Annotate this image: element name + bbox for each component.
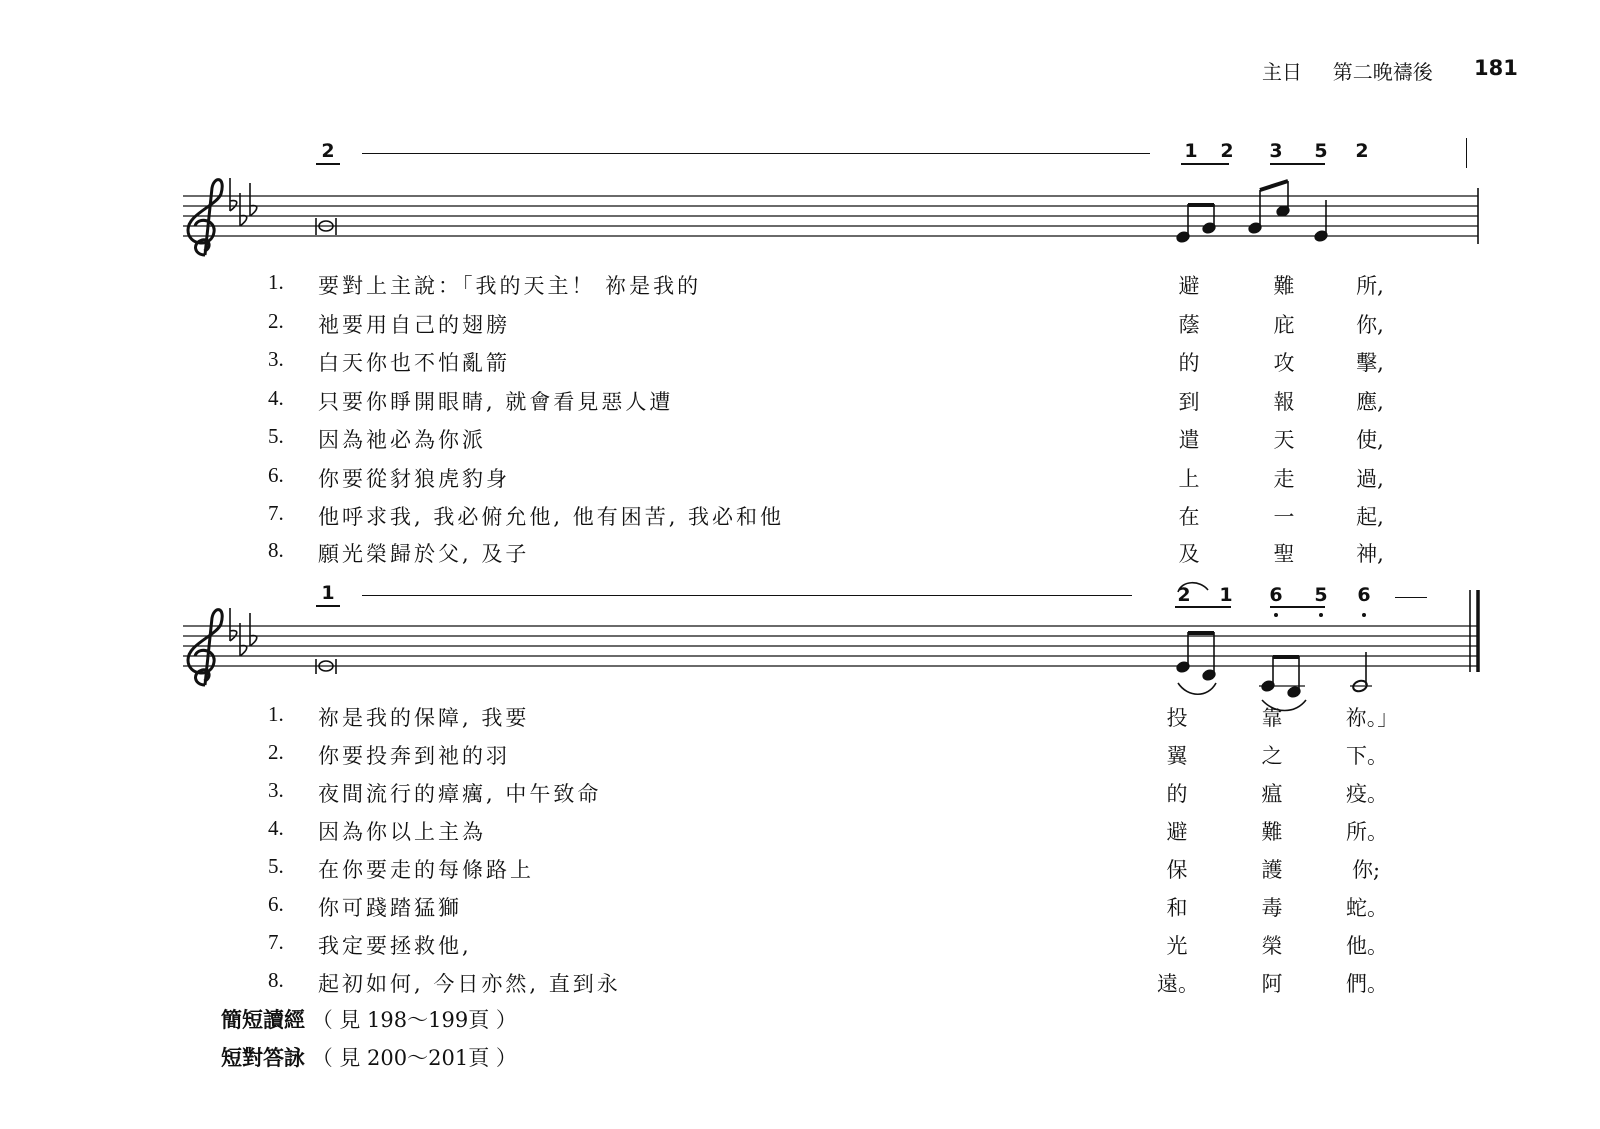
verse-ending: 下。 (1346, 744, 1388, 768)
verse-text: 因為祂必為你派 (318, 428, 486, 452)
verse-ending: 你; (1351, 858, 1381, 882)
verse-ending: 避 (1166, 820, 1188, 844)
jianpu-number: 1 (1184, 140, 1198, 162)
header-subtitle: 第二晚禱後 (1332, 60, 1433, 84)
verse-text: 在你要走的每條路上 (318, 858, 534, 882)
verse-ending: 疫。 (1346, 782, 1388, 806)
verse-text: 因為你以上主為 (318, 820, 486, 844)
verse-text: 祢是我的保障, 我要 (318, 706, 530, 730)
jianpu-beam (1181, 163, 1229, 165)
treble-clef-icon (188, 180, 222, 255)
reciting-line (362, 153, 1150, 154)
verse-ending: 們。 (1346, 972, 1388, 996)
jianpu-number: 6 (1357, 584, 1371, 606)
verse-ending: 過, (1356, 467, 1384, 491)
verse-number: 3. (268, 347, 284, 371)
jianpu-number: 2 (1220, 140, 1234, 162)
verse-ending: 靠 (1261, 706, 1283, 730)
verse-number: 7. (268, 501, 284, 525)
jianpu-number: 1 (1219, 584, 1233, 606)
verse-ending: 在 (1178, 505, 1200, 529)
verse-ending: 光 (1166, 934, 1188, 958)
jianpu-beam (1175, 606, 1231, 608)
verse-ending: 擊, (1356, 351, 1384, 375)
verse-number: 1. (268, 702, 284, 726)
verse-ending: 之 (1261, 744, 1283, 768)
reading-reference (221, 1004, 517, 1034)
verse-ending: 所, (1356, 274, 1384, 298)
reference-label: 簡短讀經 (221, 1008, 305, 1032)
jianpu-beam (1270, 163, 1325, 165)
reciting-line (362, 595, 1132, 596)
jianpu-number: 5 (1314, 140, 1328, 162)
verse-ending: 一 (1273, 505, 1295, 529)
verse-text: 他呼求我, 我必俯允他, 他有困苦, 我必和他 (318, 505, 785, 529)
verse-number: 7. (268, 930, 284, 954)
verse-ending: 難 (1273, 274, 1295, 298)
verse-number: 2. (268, 740, 284, 764)
verse-ending: 投 (1166, 706, 1188, 730)
jianpu-number: 2 (1177, 584, 1191, 606)
verse-ending: 使, (1356, 428, 1384, 452)
jianpu-number: 2 (1355, 140, 1369, 162)
jianpu-number: 3 (1269, 140, 1283, 162)
verse-ending: 蔭 (1178, 313, 1200, 337)
verse-number: 2. (268, 309, 284, 333)
verse-text: 願光榮歸於父, 及子 (318, 542, 530, 566)
page-number: 181 (1474, 56, 1518, 80)
verse-ending: 榮 (1261, 934, 1283, 958)
verse-ending: 蛇。 (1346, 896, 1388, 920)
verse-ending: 所。 (1346, 820, 1388, 844)
verse-ending: 走 (1273, 467, 1295, 491)
verse-text: 白天你也不怕亂箭 (318, 351, 510, 375)
verse-number: 6. (268, 463, 284, 487)
verse-ending: 翼 (1166, 744, 1188, 768)
verse-text: 你要投奔到祂的羽 (318, 744, 510, 768)
reciting-tone-number: 2 (321, 140, 335, 162)
verse-ending: 遠。 (1157, 972, 1199, 996)
verse-ending: 毒 (1261, 896, 1283, 920)
verse-ending: 你, (1356, 313, 1384, 337)
verse-text: 起初如何, 今日亦然, 直到永 (318, 972, 621, 996)
verse-ending: 和 (1166, 896, 1188, 920)
hold-dash (1395, 597, 1427, 598)
verse-number: 4. (268, 386, 284, 410)
verse-text: 你要從豺狼虎豹身 (318, 467, 510, 491)
verse-text: 你可踐踏猛獅 (318, 896, 462, 920)
reference-pages: （ 見 200～201頁 ） (311, 1046, 517, 1070)
verse-ending: 難 (1261, 820, 1283, 844)
verse-number: 8. (268, 538, 284, 562)
verse-number: 8. (268, 968, 284, 992)
verse-text: 祂要用自己的翅膀 (318, 313, 510, 337)
eighth-note-pair (1259, 656, 1305, 698)
verse-ending: 神, (1356, 542, 1384, 566)
treble-clef-icon (188, 610, 222, 685)
verse-ending: 到 (1178, 390, 1200, 414)
verse-text: 只要你睜開眼睛, 就會看見惡人遭 (318, 390, 674, 414)
eighth-note-pair (1176, 204, 1216, 243)
jianpu-beam (1270, 606, 1325, 608)
responsory-reference (221, 1042, 517, 1072)
verse-ending: 保 (1166, 858, 1188, 882)
verse-ending: 避 (1178, 274, 1200, 298)
verse-ending: 攻 (1273, 351, 1295, 375)
header-section: 主日 (1262, 60, 1302, 84)
verse-ending: 的 (1178, 351, 1200, 375)
verse-ending: 上 (1178, 467, 1200, 491)
verse-ending: 報 (1273, 390, 1295, 414)
verse-ending: 護 (1261, 858, 1283, 882)
verse-number: 5. (268, 854, 284, 878)
slur (1178, 683, 1216, 694)
verse-number: 3. (268, 778, 284, 802)
jianpu-number: 5 (1314, 584, 1328, 606)
verse-ending: 應, (1356, 390, 1384, 414)
verse-ending: 天 (1273, 428, 1295, 452)
verse-ending: 瘟 (1261, 782, 1283, 806)
verse-text: 我定要拯救他, (318, 934, 472, 958)
verse-ending: 祢。」 (1345, 706, 1399, 730)
verse-number: 1. (268, 270, 284, 294)
verse-ending: 的 (1166, 782, 1188, 806)
verse-ending: 遣 (1178, 428, 1200, 452)
key-signature-flats (230, 178, 257, 656)
verse-number: 6. (268, 892, 284, 916)
verse-ending: 他。 (1346, 934, 1388, 958)
reciting-tone-number: 1 (321, 582, 335, 604)
verse-text: 夜間流行的瘴癘, 中午致命 (318, 782, 602, 806)
verse-number: 5. (268, 424, 284, 448)
jianpu-number: 6 (1269, 584, 1283, 606)
verse-ending: 起, (1356, 505, 1384, 529)
verse-ending: 庇 (1273, 313, 1295, 337)
reference-pages: （ 見 198～199頁 ） (311, 1008, 517, 1032)
verse-text: 要對上主說：「我的天主！ 祢是我的 (318, 274, 702, 298)
reference-label: 短對答詠 (221, 1046, 305, 1070)
verse-ending: 聖 (1273, 542, 1295, 566)
half-note (1350, 652, 1372, 693)
verse-ending: 及 (1178, 542, 1200, 566)
verse-ending: 阿 (1261, 972, 1283, 996)
verse-number: 4. (268, 816, 284, 840)
